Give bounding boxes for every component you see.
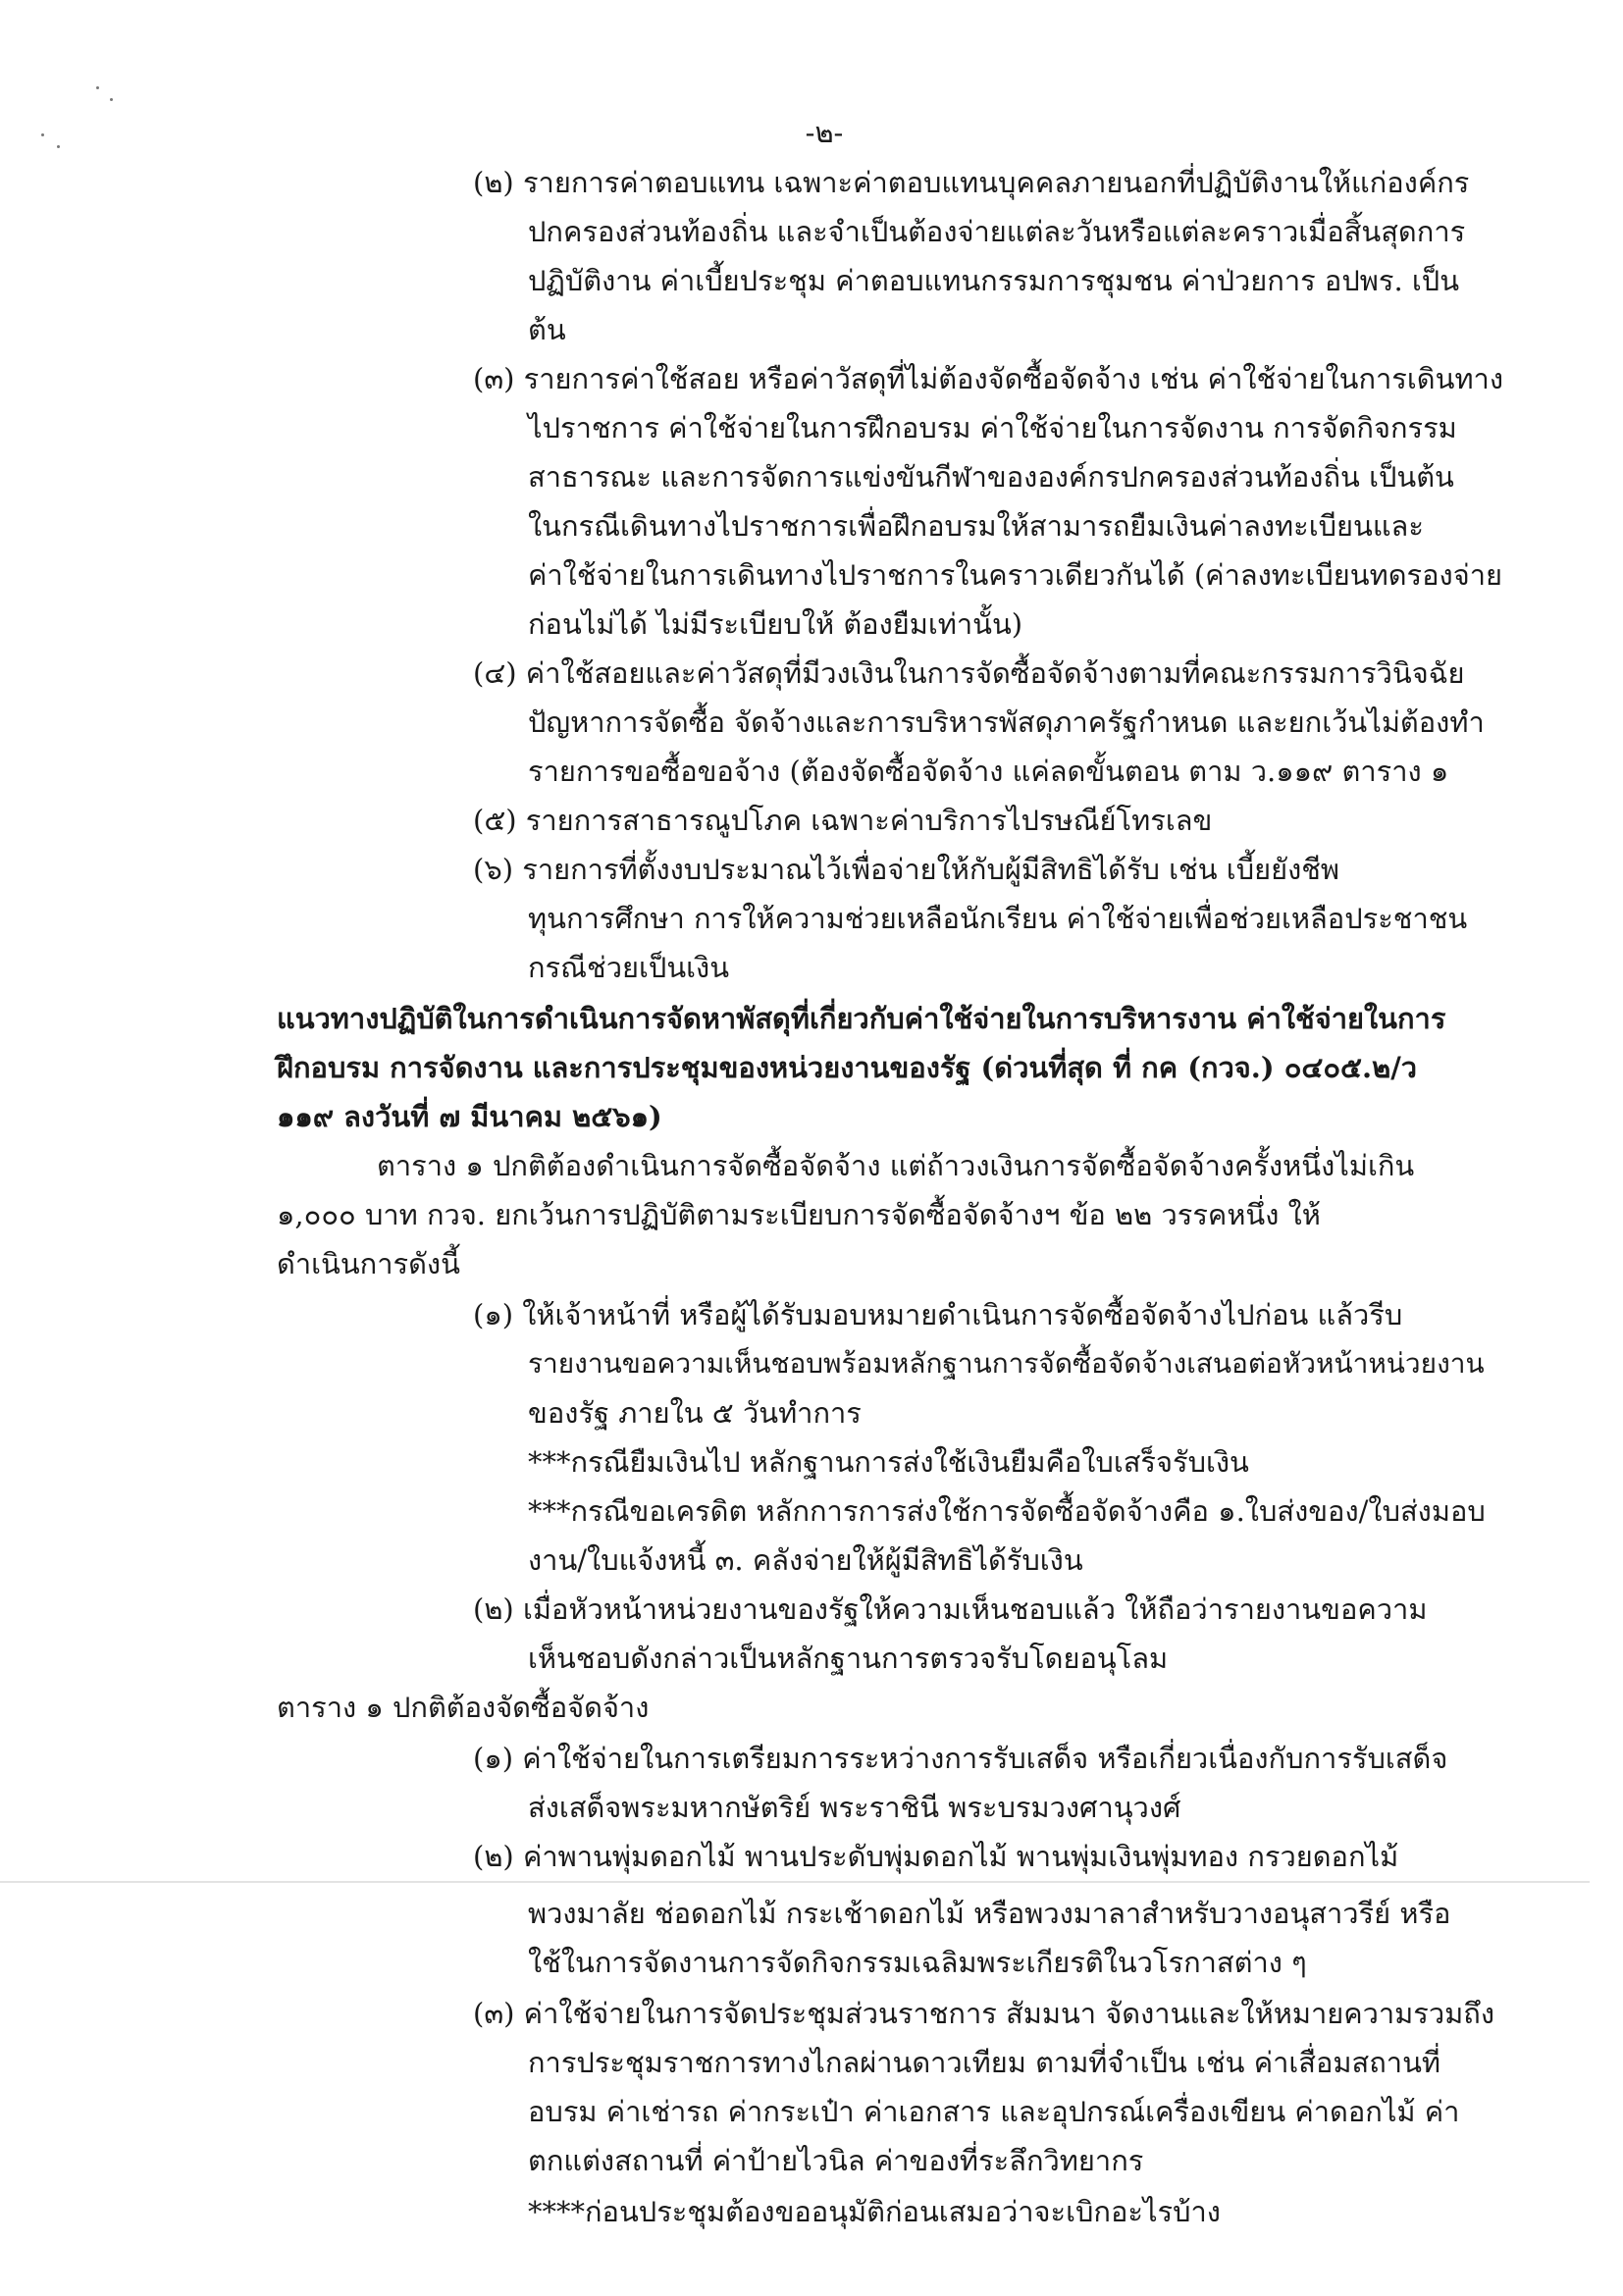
list1-item-4-line: (๔) ค่าใช้สอยและค่าวัสดุที่มีวงเงินในการจัดซื้อจัดจ้างตามที่คณะกรรมการวินิจฉัย: [473, 656, 1465, 690]
list1-item-3-line: ในกรณีเดินทางไปราชการเพื่อฝึกอบรมให้สามารถยืมเงินค่าลงทะเบียนและ: [528, 509, 1424, 543]
paragraph-line: ดำเนินการดังนี้: [277, 1247, 460, 1280]
paragraph-line: ตาราง ๑ ปกติต้องดำเนินการจัดซื้อจัดจ้าง แต่ถ้าวงเงินการจัดซื้อจัดจ้างครั้งหนึ่งไม่เกิน: [377, 1149, 1415, 1182]
list1-item-2-line: ปฏิบัติงาน ค่าเบี้ยประชุม ค่าตอบแทนกรรมการชุมชน ค่าป่วยการ อปพร. เป็น: [528, 264, 1460, 297]
list2-note-line: ***กรณียืมเงินไป หลักฐานการส่งใช้เงินยืมคือใบเสร็จรับเงิน: [528, 1445, 1249, 1479]
list1-item-5-line: (๕) รายการสาธารณูปโภค เฉพาะค่าบริการไปรษณีย์โทรเลข: [473, 804, 1213, 837]
list3-item-3-line: การประชุมราชการทางไกลผ่านดาวเทียม ตามที่จำเป็น เช่น ค่าเสื่อมสถานที่: [528, 2046, 1441, 2079]
list1-item-3-line: ค่าใช้จ่ายในการเดินทางไปราชการในคราวเดียวกันได้ (ค่าลงทะเบียนทดรองจ่าย: [528, 558, 1502, 592]
list1-item-3-line: สาธารณะ และการจัดการแข่งขันกีฬาขององค์กรปกครองส่วนท้องถิ่น เป็นต้น: [528, 460, 1454, 494]
list3-item-2-line: พวงมาลัย ช่อดอกไม้ กระเช้าดอกไม้ หรือพวงมาลาสำหรับวางอนุสาวรีย์ หรือ: [528, 1897, 1451, 1930]
list3-item-1-line: (๑) ค่าใช้จ่ายในการเตรียมการระหว่างการรับเสด็จ หรือเกี่ยวเนื่องกับการรับเสด็จ: [473, 1742, 1448, 1775]
page-number: -๒-: [805, 116, 844, 149]
scan-speck: [110, 98, 113, 101]
table-heading: ตาราง ๑ ปกติต้องจัดซื้อจัดจ้าง: [277, 1691, 650, 1724]
section-heading-line: ฝึกอบรม การจัดงาน และการประชุมของหน่วยงานของรัฐ (ด่วนที่สุด ที่ กค (กวจ.) ๐๔๐๕.๒/ว: [277, 1051, 1418, 1084]
list2-item-1-line: รายงานขอความเห็นชอบพร้อมหลักฐานการจัดซื้อจัดจ้างเสนอต่อหัวหน้าหน่วยงาน: [528, 1347, 1485, 1380]
list3-item-1-line: ส่งเสด็จพระมหากษัตริย์ พระราชินี พระบรมวงศานุวงศ์: [528, 1791, 1181, 1824]
scan-divider-line: [0, 1881, 1590, 1883]
list1-item-6-line: (๖) รายการที่ตั้งงบประมาณไว้เพื่อจ่ายให้กับผู้มีสิทธิได้รับ เช่น เบี้ยยังชีพ: [473, 853, 1340, 886]
list1-item-6-line: กรณีช่วยเป็นเงิน: [528, 951, 730, 984]
scan-speck: [96, 86, 99, 89]
section-heading-line: แนวทางปฏิบัติในการดำเนินการจัดหาพัสดุที่เกี่ยวกับค่าใช้จ่ายในการบริหารงาน ค่าใช้จ่ายในการ: [277, 1002, 1446, 1035]
list1-item-6-line: ทุนการศึกษา การให้ความช่วยเหลือนักเรียน ค่าใช้จ่ายเพื่อช่วยเหลือประชาชน: [528, 902, 1468, 935]
list1-item-3-line: (๓) รายการค่าใช้สอย หรือค่าวัสดุที่ไม่ต้องจัดซื้อจัดจ้าง เช่น ค่าใช้จ่ายในการเดินทาง: [473, 362, 1504, 395]
list1-item-3-line: ไปราชการ ค่าใช้จ่ายในการฝึกอบรม ค่าใช้จ่ายในการจัดงาน การจัดกิจกรรม: [528, 411, 1457, 444]
section-heading-line: ๑๑๙ ลงวันที่ ๗ มีนาคม ๒๕๖๑): [277, 1100, 662, 1133]
list3-item-2-line: ใช้ในการจัดงานการจัดกิจกรรมเฉลิมพระเกียรติในวโรกาสต่าง ๆ: [528, 1946, 1307, 1979]
paragraph-line: ๑,๐๐๐ บาท กวจ. ยกเว้นการปฏิบัติตามระเบียบการจัดซื้อจัดจ้างฯ ข้อ ๒๒ วรรคหนึ่ง ให้: [277, 1198, 1321, 1231]
list1-item-4-line: ปัญหาการจัดซื้อ จัดจ้างและการบริหารพัสดุภาครัฐกำหนด และยกเว้นไม่ต้องทำ: [528, 705, 1485, 739]
list2-item-2-line: (๒) เมื่อหัวหน้าหน่วยงานของรัฐให้ความเห็นชอบแล้ว ให้ถือว่ารายงานขอความ: [473, 1592, 1428, 1626]
list3-item-3-line: อบรม ค่าเช่ารถ ค่ากระเป๋า ค่าเอกสาร และอุปกรณ์เครื่องเขียน ค่าดอกไม้ ค่า: [528, 2095, 1460, 2128]
list1-item-2-line: ต้น: [528, 313, 566, 346]
list1-item-3-line: ก่อนไม่ได้ ไม่มีระเบียบให้ ต้องยืมเท่านั้น): [528, 607, 1023, 641]
list2-item-2-line: เห็นชอบดังกล่าวเป็นหลักฐานการตรวจรับโดยอนุโลม: [528, 1642, 1169, 1675]
list2-item-1-line: ของรัฐ ภายใน ๕ วันทำการ: [528, 1396, 862, 1430]
list2-note-line: ***กรณีขอเครดิต หลักการการส่งใช้การจัดซื้อจัดจ้างคือ ๑.ใบส่งของ/ใบส่งมอบ: [528, 1494, 1486, 1528]
list2-note-line: งาน/ใบแจ้งหนี้ ๓. คลังจ่ายให้ผู้มีสิทธิได้รับเงิน: [528, 1543, 1083, 1577]
scan-speck: [41, 133, 44, 136]
list3-note-line: ****ก่อนประชุมต้องขออนุมัติก่อนเสมอว่าจะเบิกอะไรบ้าง: [528, 2195, 1221, 2228]
list1-item-2-line: (๒) รายการค่าตอบแทน เฉพาะค่าตอบแทนบุคคลภายนอกที่ปฏิบัติงานให้แก่องค์กร: [473, 166, 1470, 199]
list3-item-3-line: ตกแต่งสถานที่ ค่าป้ายไวนิล ค่าของที่ระลึกวิทยากร: [528, 2144, 1144, 2177]
list3-item-3-line: (๓) ค่าใช้จ่ายในการจัดประชุมส่วนราชการ สัมมนา จัดงานและให้หมายความรวมถึง: [473, 1997, 1494, 2030]
list2-item-1-line: (๑) ให้เจ้าหน้าที่ หรือผู้ได้รับมอบหมายดำเนินการจัดซื้อจัดจ้างไปก่อน แล้วรีบ: [473, 1298, 1403, 1331]
list1-item-2-line: ปกครองส่วนท้องถิ่น และจำเป็นต้องจ่ายแต่ละวันหรือแต่ละคราวเมื่อสิ้นสุดการ: [528, 215, 1466, 248]
list3-item-2-line: (๒) ค่าพานพุ่มดอกไม้ พานประดับพุ่มดอกไม้ พานพุ่มเงินพุ่มทอง กรวยดอกไม้: [473, 1840, 1399, 1873]
scan-speck: [57, 145, 60, 148]
list1-item-4-line: รายการขอซื้อขอจ้าง (ต้องจัดซื้อจัดจ้าง แค่ลดขั้นตอน ตาม ว.๑๑๙ ตาราง ๑: [528, 755, 1449, 788]
